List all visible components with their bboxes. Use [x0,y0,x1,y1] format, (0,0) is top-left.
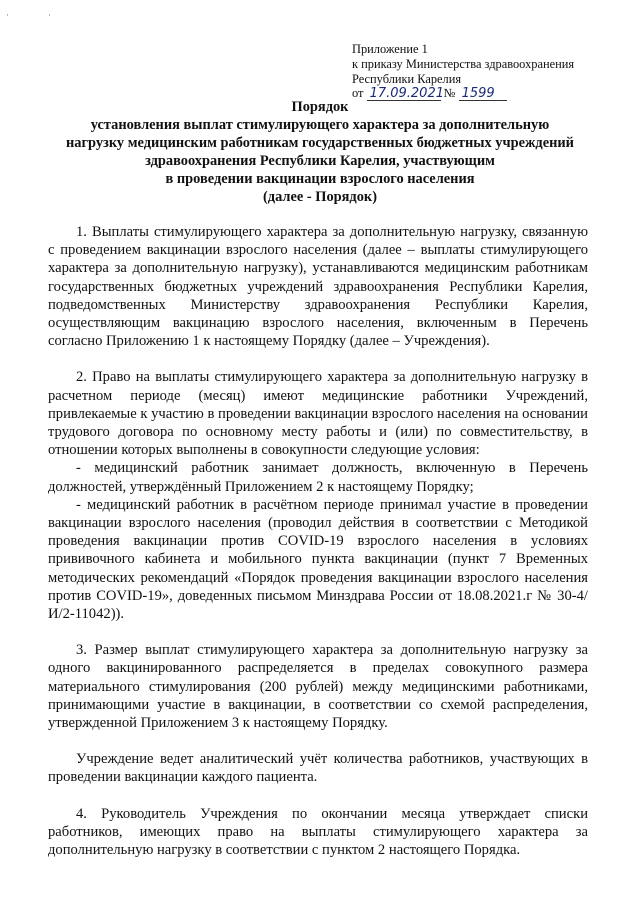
condition-1: - медицинский работник занимает должность, включенную в Перечень должностей, утверждённый Приложением 2 к настоящему Порядку; [48,460,588,495]
title-line-6: (далее - Порядок) [263,189,377,205]
appendix-line-2: к приказу Министерства здравоохранения [352,56,575,71]
paragraph-analytics: Учреждение ведет аналитический учёт количества работников, участвующих в проведении вакцинации каждого пациента. [48,751,588,786]
appendix-header [352,42,622,101]
handwritten-number: 1599 [459,87,507,101]
title-line-4: здравоохранения Республики Карелия, участвующим [145,153,495,169]
title-line-1: Порядок [291,99,349,115]
appendix-line-3: Республики Карелия [352,71,462,86]
handwritten-date: 17.09.2021 [367,87,441,101]
paragraph-1: 1. Выплаты стимулирующего характера за дополнительную нагрузку, связанную с проведением вакцинации взрослого населения (далее – выплаты стимулирующего характера за дополнительную нагрузку), устанавливаются медицинским работникам государственных бюджетных учреждений здравоохранения Республики Карелия, подведомственных Министерству здравоохранения Республики Карелия, осуществляющим вакцинацию взрослого населения, включенным в Перечень согласно Приложению 1 к настоящему Порядку (далее – Учреждения). [48,224,588,350]
title-line-5: в проведении вакцинации взрослого населения [165,171,475,187]
number-sign: № [443,86,456,101]
document-title [40,98,600,206]
date-prefix: от [352,86,364,101]
condition-2: - медицинский работник в расчётном периоде принимал участие в проведении вакцинации взрослого населения (проводил действия в соответствии с Методикой проведения вакцинации против COVID-19 взрослого населения в условиях прививочного кабинета и мобильного пункта вакцинации (пункт 7 Временных методических рекомендаций «Порядок проведения вакцинации взрослого населения против COVID-19», доведенных письмом Минздрава России от 18.08.2021.г № 30-4/И/2-11042)). [48,496,588,623]
paragraph-4: 4. Руководитель Учреждения по окончании месяца утверждает списки работников, имеющих право на выплаты стимулирующего характера за дополнительную нагрузку в соответствии с пунктом 2 настоящего Порядка. [48,805,588,859]
title-line-3: нагрузку медицинским работникам государственных бюджетных учреждений [66,135,574,151]
paragraph-2: 2. Право на выплаты стимулирующего характера за дополнительную нагрузку в расчетном периоде (месяц) имеют медицинские работники Учреждений, привлекаемые к участию в проведении вакцинации взрослого населения на основании трудового договора по основному месту работы и (или) по совместительству, в отношении которых выполнены в совокупности следующие условия: [48,369,588,459]
appendix-line-1: Приложение 1 [352,42,428,56]
paragraph-3: 3. Размер выплат стимулирующего характера за дополнительную нагрузку за одного вакцинированного распределяется в пределах совокупного размера материального стимулирования (200 рублей) между медицинскими работниками, принимающими участие в вакцинации, в соответствии со схемой распределения, утвержденной Приложением 3 к настоящему Порядку. [48,642,588,732]
scan-specks: · · [6,10,57,20]
title-line-2: установления выплат стимулирующего характера за дополнительную [90,117,550,133]
document-body [48,223,588,859]
